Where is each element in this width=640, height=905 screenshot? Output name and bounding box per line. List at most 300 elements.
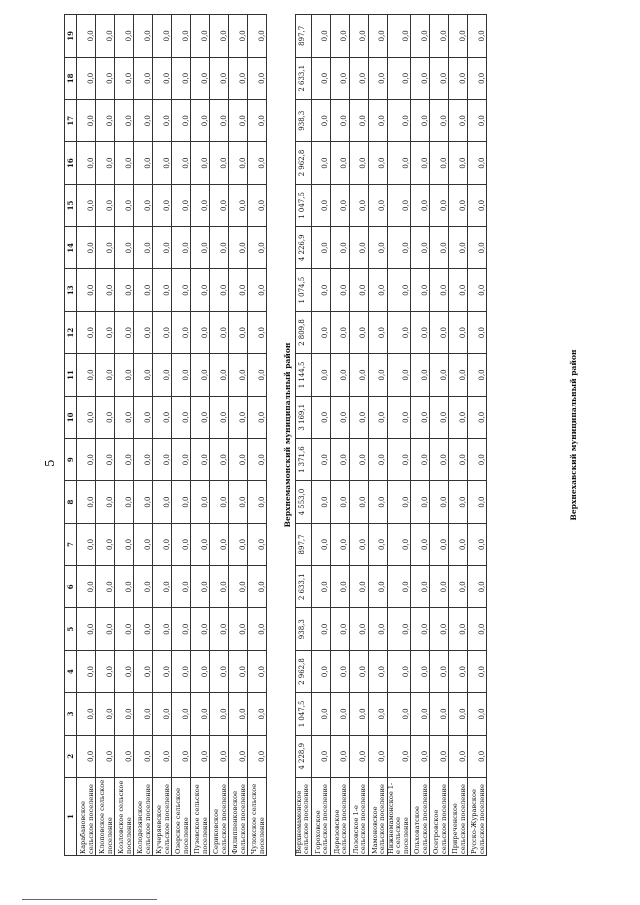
- row-value: 0,0: [153, 142, 172, 184]
- row-value: 0,0: [191, 57, 210, 99]
- row-value: 0,0: [153, 15, 172, 58]
- row-value: 0,0: [349, 354, 368, 396]
- row-value: 0,0: [248, 608, 267, 650]
- table-row: [349, 15, 368, 856]
- row-value: 0,0: [96, 100, 115, 142]
- table-row: [330, 15, 349, 856]
- row-value: 0,0: [430, 57, 449, 99]
- row-value: 0,0: [430, 269, 449, 311]
- row-value: 0,0: [134, 15, 153, 58]
- row-value: 0,0: [153, 354, 172, 396]
- column-header-18: 18: [65, 57, 77, 99]
- row-value: 0,0: [210, 184, 229, 226]
- row-value: 0,0: [430, 481, 449, 523]
- row-value: 0,0: [77, 523, 96, 565]
- row-value: 0,0: [411, 650, 430, 692]
- column-header-7: 7: [65, 523, 77, 565]
- row-value: 0,0: [368, 693, 387, 735]
- table-row: [368, 15, 387, 856]
- row-value: 0,0: [449, 354, 468, 396]
- row-value: 0,0: [229, 57, 248, 99]
- row-value: 0,0: [411, 184, 430, 226]
- row-value: 0,0: [349, 142, 368, 184]
- row-value: 0,0: [468, 184, 487, 226]
- row-value: 0,0: [387, 439, 411, 481]
- row-value: 0,0: [172, 100, 191, 142]
- row-value: 0,0: [210, 481, 229, 523]
- row-value: 0,0: [210, 100, 229, 142]
- row-value: 4 228,9: [295, 735, 311, 777]
- row-value: 0,0: [134, 481, 153, 523]
- row-value: 0,0: [134, 227, 153, 269]
- row-value: 0,0: [311, 311, 330, 353]
- row-value: 0,0: [172, 354, 191, 396]
- row-value: 0,0: [311, 650, 330, 692]
- row-value: 0,0: [115, 481, 134, 523]
- row-value: 0,0: [349, 735, 368, 777]
- row-value: 0,0: [229, 269, 248, 311]
- row-value: 0,0: [248, 57, 267, 99]
- row-name: Приреченское сельское поселение: [449, 778, 468, 856]
- row-value: 0,0: [349, 269, 368, 311]
- row-value: 0,0: [172, 566, 191, 608]
- row-value: 0,0: [191, 184, 210, 226]
- column-header-13: 13: [65, 269, 77, 311]
- column-header-14: 14: [65, 227, 77, 269]
- row-value: 0,0: [411, 693, 430, 735]
- row-value: 0,0: [468, 227, 487, 269]
- row-value: 0,0: [77, 311, 96, 353]
- row-value: 0,0: [229, 523, 248, 565]
- row-value: 0,0: [210, 566, 229, 608]
- section-1-rows: [77, 15, 267, 856]
- row-value: 0,0: [210, 227, 229, 269]
- row-value: 0,0: [77, 184, 96, 226]
- row-value: 0,0: [96, 566, 115, 608]
- row-value: 0,0: [229, 354, 248, 396]
- row-value: 0,0: [387, 693, 411, 735]
- row-value: 0,0: [172, 650, 191, 692]
- row-value: 0,0: [387, 184, 411, 226]
- column-header-10: 10: [65, 396, 77, 438]
- row-value: 0,0: [153, 608, 172, 650]
- row-value: 0,0: [387, 269, 411, 311]
- row-value: 0,0: [330, 311, 349, 353]
- row-value: 0,0: [430, 184, 449, 226]
- row-value: 0,0: [349, 650, 368, 692]
- row-value: 0,0: [411, 566, 430, 608]
- row-value: 0,0: [77, 650, 96, 692]
- row-value: 0,0: [115, 693, 134, 735]
- column-header-17: 17: [65, 100, 77, 142]
- row-value: 0,0: [96, 439, 115, 481]
- row-value: 0,0: [172, 693, 191, 735]
- row-value: 0,0: [172, 396, 191, 438]
- row-value: 0,0: [229, 650, 248, 692]
- row-value: 0,0: [449, 650, 468, 692]
- column-header-11: 11: [65, 354, 77, 396]
- row-value: 0,0: [368, 735, 387, 777]
- row-name: Русско-Журавское сельское поселение: [468, 778, 487, 856]
- row-value: 0,0: [191, 523, 210, 565]
- row-value: 0,0: [96, 227, 115, 269]
- table-row: [153, 15, 172, 856]
- row-value: 0,0: [411, 396, 430, 438]
- row-value: 0,0: [449, 608, 468, 650]
- row-value: 0,0: [349, 396, 368, 438]
- row-value: 0,0: [411, 227, 430, 269]
- row-value: 0,0: [311, 439, 330, 481]
- budget-table: [64, 14, 487, 856]
- section-2-title-row: [281, 15, 295, 856]
- row-value: 0,0: [387, 608, 411, 650]
- row-value: 0,0: [411, 311, 430, 353]
- row-value: 0,0: [449, 311, 468, 353]
- column-header-12: 12: [65, 311, 77, 353]
- row-value: 2 809,8: [295, 311, 311, 353]
- row-value: 0,0: [468, 608, 487, 650]
- row-value: 0,0: [115, 439, 134, 481]
- row-value: 0,0: [191, 566, 210, 608]
- row-value: 0,0: [229, 311, 248, 353]
- row-value: 0,0: [248, 523, 267, 565]
- row-value: 0,0: [330, 523, 349, 565]
- row-value: 0,0: [248, 354, 267, 396]
- row-value: 0,0: [387, 523, 411, 565]
- row-value: 0,0: [172, 269, 191, 311]
- row-value: 0,0: [449, 184, 468, 226]
- row-value: 0,0: [172, 608, 191, 650]
- row-value: 0,0: [468, 100, 487, 142]
- row-value: 0,0: [330, 608, 349, 650]
- row-value: 0,0: [172, 142, 191, 184]
- row-value: 897,7: [295, 523, 311, 565]
- row-value: 0,0: [172, 227, 191, 269]
- row-value: 0,0: [153, 269, 172, 311]
- row-value: 0,0: [134, 184, 153, 226]
- row-value: 0,0: [248, 735, 267, 777]
- row-value: 0,0: [191, 100, 210, 142]
- rotated-document-sheet: [64, 14, 588, 856]
- row-value: 0,0: [330, 396, 349, 438]
- table-row: [77, 15, 96, 856]
- row-value: 0,0: [330, 693, 349, 735]
- table-row: [468, 15, 487, 856]
- row-value: 0,0: [229, 227, 248, 269]
- row-name: Гороховское сельское поселение: [311, 778, 330, 856]
- column-header-16: 16: [65, 142, 77, 184]
- row-value: 2 633,1: [295, 57, 311, 99]
- row-value: 0,0: [191, 396, 210, 438]
- row-value: 0,0: [191, 735, 210, 777]
- row-value: 0,0: [77, 100, 96, 142]
- row-value: 0,0: [248, 100, 267, 142]
- row-value: 0,0: [330, 735, 349, 777]
- row-value: 0,0: [96, 184, 115, 226]
- row-value: 0,0: [468, 311, 487, 353]
- row-value: 0,0: [96, 15, 115, 58]
- row-value: 0,0: [449, 693, 468, 735]
- row-value: 0,0: [368, 57, 387, 99]
- row-value: 0,0: [248, 650, 267, 692]
- row-value: 0,0: [411, 15, 430, 58]
- row-value: 0,0: [153, 735, 172, 777]
- row-value: 0,0: [368, 269, 387, 311]
- row-value: 0,0: [96, 693, 115, 735]
- row-value: 0,0: [153, 523, 172, 565]
- row-value: 0,0: [430, 396, 449, 438]
- row-value: 0,0: [134, 439, 153, 481]
- row-name: Лозовское 1-е сельское поселение: [349, 778, 368, 856]
- row-value: 0,0: [449, 481, 468, 523]
- row-value: 0,0: [77, 735, 96, 777]
- row-value: 0,0: [210, 142, 229, 184]
- row-value: 0,0: [248, 142, 267, 184]
- row-value: 0,0: [96, 650, 115, 692]
- row-value: 4 226,9: [295, 227, 311, 269]
- row-value: 0,0: [411, 608, 430, 650]
- row-value: 0,0: [387, 142, 411, 184]
- row-value: 0,0: [172, 311, 191, 353]
- row-value: 0,0: [330, 354, 349, 396]
- row-value: 0,0: [449, 396, 468, 438]
- row-value: 0,0: [311, 184, 330, 226]
- row-value: 0,0: [77, 57, 96, 99]
- row-value: 0,0: [387, 227, 411, 269]
- row-value: 0,0: [411, 523, 430, 565]
- row-value: 0,0: [368, 142, 387, 184]
- row-value: 0,0: [172, 15, 191, 58]
- row-value: 0,0: [349, 227, 368, 269]
- row-value: 0,0: [248, 693, 267, 735]
- row-value: 0,0: [368, 15, 387, 58]
- row-value: 0,0: [449, 523, 468, 565]
- row-value: 0,0: [430, 439, 449, 481]
- row-value: 0,0: [115, 311, 134, 353]
- row-value: 0,0: [229, 396, 248, 438]
- row-value: 0,0: [153, 227, 172, 269]
- row-value: 0,0: [468, 650, 487, 692]
- row-value: 0,0: [368, 184, 387, 226]
- row-value: 0,0: [430, 100, 449, 142]
- row-value: 0,0: [330, 439, 349, 481]
- row-value: 0,0: [311, 608, 330, 650]
- row-value: 0,0: [96, 396, 115, 438]
- row-value: 0,0: [311, 693, 330, 735]
- row-value: 0,0: [330, 142, 349, 184]
- row-value: 0,0: [115, 566, 134, 608]
- row-value: 0,0: [134, 57, 153, 99]
- row-name: Карабановское сельское поселение: [77, 778, 96, 856]
- row-value: 0,0: [229, 100, 248, 142]
- row-value: 0,0: [387, 354, 411, 396]
- row-name: Ольховатское сельское поселение: [411, 778, 430, 856]
- row-name: Верхнемамонское сельское поселение: [295, 778, 311, 856]
- row-name: Чулокское сельское поселение: [248, 778, 267, 856]
- row-value: 0,0: [411, 57, 430, 99]
- row-value: 0,0: [368, 227, 387, 269]
- row-value: 0,0: [153, 311, 172, 353]
- row-value: 0,0: [210, 523, 229, 565]
- row-value: 0,0: [330, 100, 349, 142]
- row-value: 0,0: [191, 650, 210, 692]
- row-name: Озерское сельское поселение: [172, 778, 191, 856]
- row-value: 0,0: [191, 15, 210, 58]
- row-value: 0,0: [430, 693, 449, 735]
- row-name: Кучеряевское сельское поселение: [153, 778, 172, 856]
- row-value: 0,0: [330, 269, 349, 311]
- row-value: 0,0: [468, 396, 487, 438]
- row-value: 0,0: [191, 227, 210, 269]
- row-value: 0,0: [191, 608, 210, 650]
- row-value: 0,0: [210, 57, 229, 99]
- row-value: 0,0: [210, 608, 229, 650]
- table-row: [449, 15, 468, 856]
- table-row: [172, 15, 191, 856]
- row-value: 0,0: [449, 15, 468, 58]
- row-value: 1 371,6: [295, 439, 311, 481]
- row-name: Дерезовское сельское поселение: [330, 778, 349, 856]
- row-value: 0,0: [349, 481, 368, 523]
- row-value: 0,0: [153, 100, 172, 142]
- row-value: 0,0: [349, 439, 368, 481]
- column-number-header: [65, 15, 77, 856]
- row-value: 0,0: [248, 15, 267, 58]
- row-value: 0,0: [77, 608, 96, 650]
- row-value: 0,0: [153, 396, 172, 438]
- table-row: [311, 15, 330, 856]
- row-value: 0,0: [77, 566, 96, 608]
- row-value: 0,0: [368, 439, 387, 481]
- row-value: 2 633,1: [295, 566, 311, 608]
- row-value: 0,0: [368, 396, 387, 438]
- row-value: 0,0: [96, 354, 115, 396]
- table-row: [134, 15, 153, 856]
- row-value: 0,0: [210, 354, 229, 396]
- row-value: 0,0: [387, 311, 411, 353]
- row-value: 1 074,5: [295, 269, 311, 311]
- row-value: 0,0: [411, 481, 430, 523]
- row-value: 0,0: [368, 523, 387, 565]
- row-value: 0,0: [96, 311, 115, 353]
- row-value: 0,0: [153, 693, 172, 735]
- row-value: 0,0: [248, 439, 267, 481]
- next-section-title: Верхнехавский муниципальный район: [569, 349, 578, 521]
- row-value: 0,0: [368, 650, 387, 692]
- column-header-2: 2: [65, 735, 77, 777]
- section-2-title: Верхнемамонский муниципальный район: [283, 342, 292, 528]
- row-value: 0,0: [430, 15, 449, 58]
- column-header-9: 9: [65, 439, 77, 481]
- row-value: 0,0: [311, 15, 330, 58]
- row-value: 0,0: [430, 523, 449, 565]
- row-value: 0,0: [96, 57, 115, 99]
- row-value: 0,0: [153, 184, 172, 226]
- row-value: 0,0: [172, 439, 191, 481]
- row-value: 0,0: [387, 735, 411, 777]
- row-value: 0,0: [449, 57, 468, 99]
- row-value: 0,0: [96, 735, 115, 777]
- row-value: 0,0: [115, 523, 134, 565]
- row-value: 0,0: [430, 735, 449, 777]
- row-value: 0,0: [349, 523, 368, 565]
- row-value: 0,0: [468, 481, 487, 523]
- row-value: 0,0: [229, 15, 248, 58]
- row-name: Сериковское сельское поселение: [210, 778, 229, 856]
- row-value: 0,0: [77, 15, 96, 58]
- row-value: 0,0: [191, 439, 210, 481]
- row-value: 0,0: [153, 439, 172, 481]
- row-value: 0,0: [311, 269, 330, 311]
- row-value: 0,0: [77, 269, 96, 311]
- row-value: 0,0: [77, 142, 96, 184]
- row-name: Филиппенковское сельское поселение: [229, 778, 248, 856]
- table-row: [210, 15, 229, 856]
- row-value: 0,0: [115, 269, 134, 311]
- row-value: 0,0: [191, 269, 210, 311]
- row-value: 0,0: [430, 566, 449, 608]
- page-number: 5: [43, 459, 57, 467]
- row-value: 0,0: [115, 57, 134, 99]
- table-row: [248, 15, 267, 856]
- row-value: 0,0: [115, 396, 134, 438]
- row-value: 0,0: [134, 142, 153, 184]
- row-value: 0,0: [115, 142, 134, 184]
- row-value: 1 047,5: [295, 693, 311, 735]
- row-value: 0,0: [311, 100, 330, 142]
- row-value: 0,0: [96, 608, 115, 650]
- table-row: [115, 15, 134, 856]
- row-name: Клоповское сельское поселение: [96, 778, 115, 856]
- row-value: 0,0: [330, 15, 349, 58]
- row-value: 0,0: [330, 57, 349, 99]
- row-value: 0,0: [210, 15, 229, 58]
- row-value: 0,0: [77, 354, 96, 396]
- row-value: 0,0: [311, 142, 330, 184]
- column-header-1: 1: [65, 778, 77, 856]
- row-name: Пузевское сельское поселение: [191, 778, 210, 856]
- row-value: 1 047,5: [295, 184, 311, 226]
- row-value: 0,0: [349, 15, 368, 58]
- row-value: 0,0: [172, 523, 191, 565]
- row-value: 897,7: [295, 15, 311, 58]
- row-value: 0,0: [368, 481, 387, 523]
- row-value: 0,0: [210, 269, 229, 311]
- row-value: 4 553,0: [295, 481, 311, 523]
- column-header-6: 6: [65, 566, 77, 608]
- row-value: 0,0: [210, 650, 229, 692]
- row-value: 0,0: [191, 354, 210, 396]
- table-row: [387, 15, 411, 856]
- row-value: 0,0: [330, 566, 349, 608]
- row-value: 0,0: [387, 481, 411, 523]
- table-row: [96, 15, 115, 856]
- row-value: 0,0: [430, 311, 449, 353]
- row-value: 0,0: [134, 735, 153, 777]
- column-header-8: 8: [65, 481, 77, 523]
- row-value: 0,0: [411, 735, 430, 777]
- row-value: 0,0: [430, 650, 449, 692]
- row-value: 0,0: [153, 481, 172, 523]
- row-value: 0,0: [96, 142, 115, 184]
- row-value: 0,0: [134, 269, 153, 311]
- row-value: 0,0: [172, 57, 191, 99]
- row-value: 0,0: [77, 439, 96, 481]
- row-value: 0,0: [387, 396, 411, 438]
- row-value: 0,0: [349, 608, 368, 650]
- row-value: 0,0: [468, 142, 487, 184]
- row-value: 0,0: [311, 227, 330, 269]
